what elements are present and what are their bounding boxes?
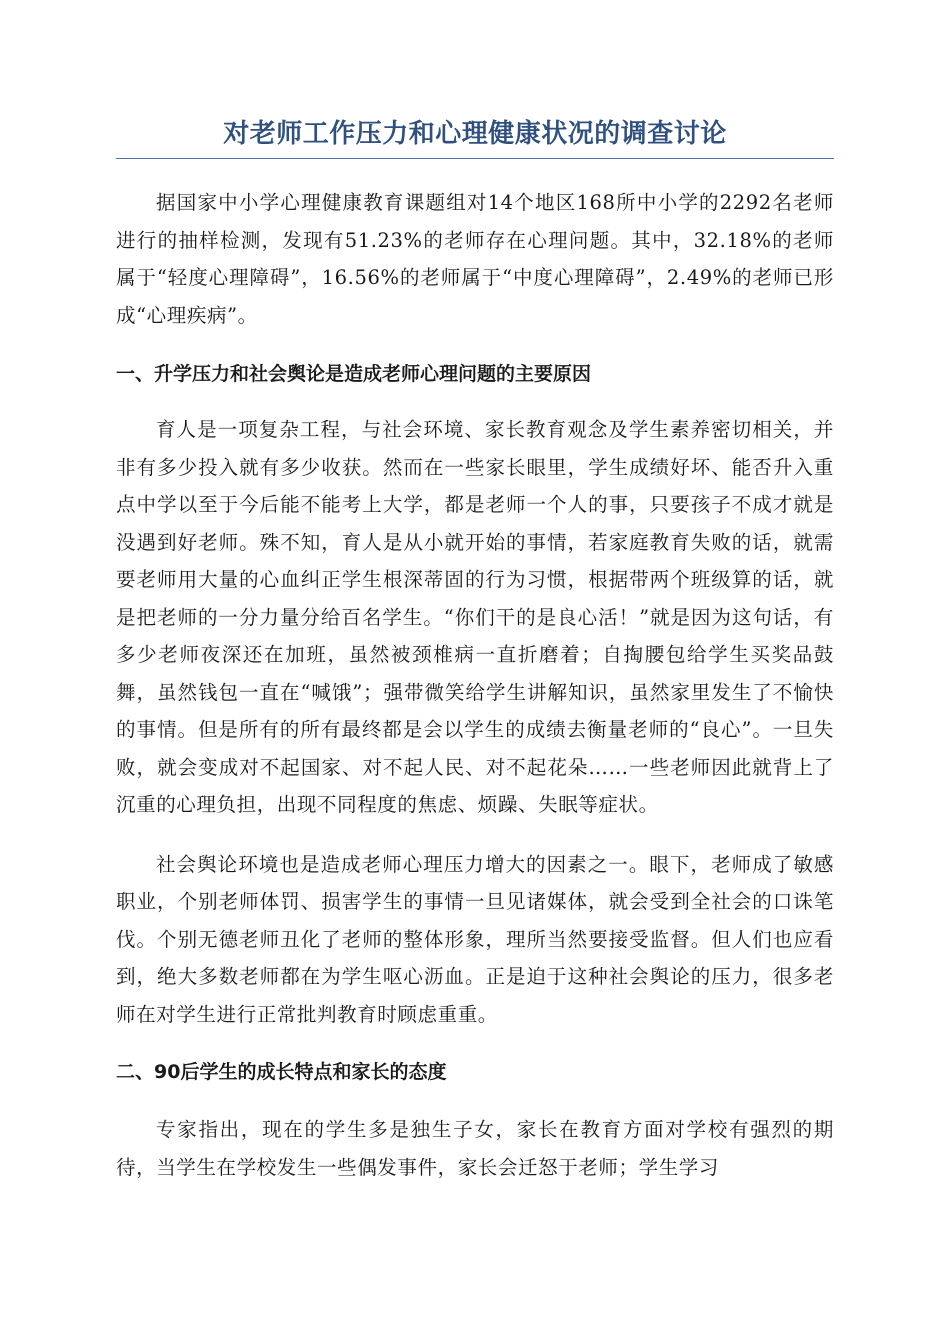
- section-1-paragraph-1: 育人是一项复杂工程，与社会环境、家长教育观念及学生素养密切相关，并非有多少投入就有多少收获。然而在一些家长眼里，学生成绩好坏、能否升入重点中学以至于今后能不能考上大学，都是老师一个人的事，只要孩子不成才就是没遇到好老师。殊不知，育人是从小就开始的事情，若家庭教育失败的话，就需要老师用大量的心血纠正学生根深蒂固的行为习惯，根据带两个班级算的话，就是把老师的一分力量分给百名学生。“你们干的是良心活！”就是因为这句话，有多少老师夜深还在加班，虽然被颈椎病一直折磨着；自掏腰包给学生买奖品鼓舞，虽然钱包一直在“喊饿”；强带微笑给学生讲解知识，虽然家里发生了不愉快的事情。但是所有的所有最终都是会以学生的成绩去衡量老师的“良心”。一旦失败，就会变成对不起国家、对不起人民、对不起花朵……一些老师因此就背上了沉重的心理负担，出现不同程度的焦虑、烦躁、失眠等症状。: [116, 418, 834, 816]
- section-2-paragraph-1: 专家指出，现在的学生多是独生子女，家长在教育方面对学校有强烈的期待，当学生在学校发生一些偶发事件，家长会迁怒于老师；学生学习: [116, 1118, 834, 1179]
- intro-paragraph: 据国家中小学心理健康教育课题组对14个地区168所中小学的2292名老师进行的抽样检测，发现有51.23%的老师存在心理问题。其中，32.18%的老师属于“轻度心理障碍”，16.56%的老师属于“中度心理障碍”，2.49%的老师已形成“心理疾病”。: [116, 191, 834, 327]
- document-title: 对老师工作压力和心理健康状况的调查讨论: [116, 112, 834, 159]
- section-1-heading: 一、升学压力和社会舆论是造成老师心理问题的主要原因: [116, 363, 592, 385]
- section-1-paragraph-2: 社会舆论环境也是造成老师心理压力增大的因素之一。眼下，老师成了敏感职业，个别老师体罚、损害学生的事情一旦见诸媒体，就会受到全社会的口诛笔伐。个别无德老师丑化了老师的整体形象，理所当然要接受监督。但人们也应看到，绝大多数老师都在为学生呕心沥血。正是迫于这种社会舆论的压力，很多老师在对学生进行正常批判教育时顾虑重重。: [116, 852, 834, 1026]
- document-page: [116, 112, 834, 1186]
- section-2-heading: 二、90后学生的成长特点和家长的态度: [116, 1061, 447, 1083]
